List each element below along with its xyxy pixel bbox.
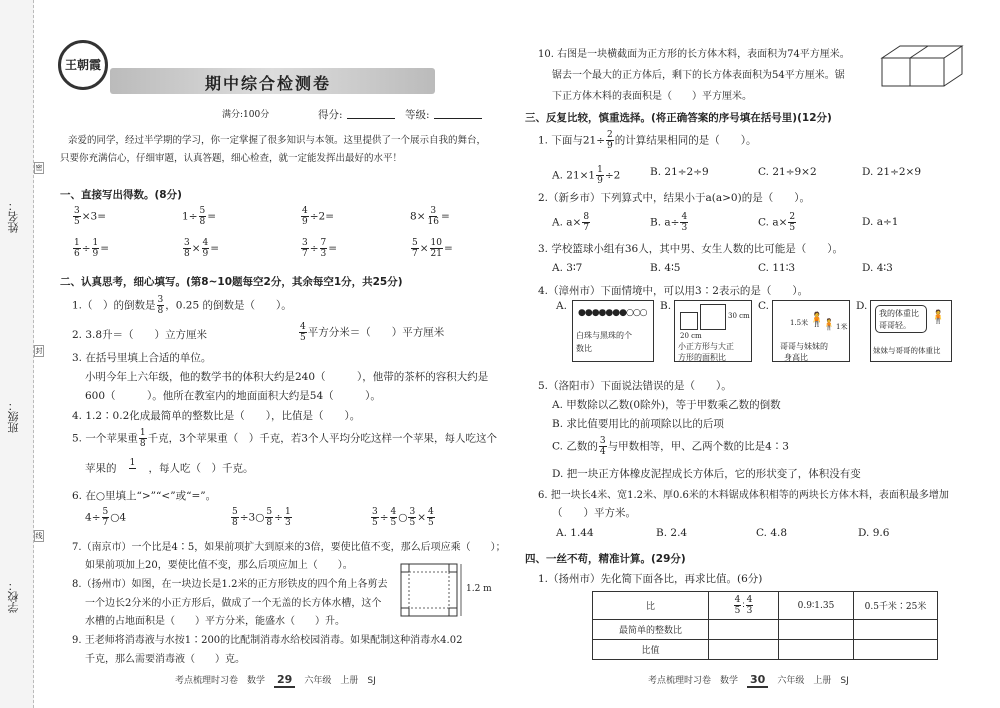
section-title: 三、反复比较，慎重选择。(将正确答案的序号填在括号里)(12分) xyxy=(525,112,832,124)
boy-icon: 🧍 xyxy=(808,312,826,328)
dimension-label: 20 cm xyxy=(680,332,702,340)
table-header: $\frac{4}{5}$ ∶ $\frac{4}{3}$ xyxy=(709,592,779,620)
option[interactable]: C. 乙数的 $\frac{3}{4}$ 与甲数相等，甲、乙两个数的比是4∶3 xyxy=(552,436,789,457)
option-caption: 方形的面积比 xyxy=(678,353,726,362)
table-header: 比 xyxy=(593,592,709,620)
question: 9. 王老师将消毒液与水按1∶200的比配制消毒水给校园消毒。如果配制这种消毒水4.02 xyxy=(72,635,463,646)
row-label: 比值 xyxy=(593,640,709,660)
page-number: 29 xyxy=(274,673,295,688)
question: 8.（扬州市）如图，在一块边长是1.2米的正方形铁皮的四个角上各剪去 xyxy=(72,579,388,590)
question: 2.（新乡市）下列算式中，结果小于a(a>0)的是（ ）。 xyxy=(538,192,810,204)
option[interactable]: C. 4.8 xyxy=(756,527,788,539)
answer-cell[interactable] xyxy=(709,640,779,660)
question: 4. 1.2∶0.2化成最简单的整数比是（ ），比值是（ ）。 xyxy=(72,410,361,422)
calc-item: $\frac{1}{6}$ ÷ $\frac{1}{9}$ = xyxy=(74,238,110,259)
section-title: 一、直接写出得数。(8分) xyxy=(60,189,182,201)
school-label: 学校： xyxy=(7,580,20,613)
option[interactable]: B. xyxy=(660,300,672,312)
option[interactable]: B. 求比值要用比的前项除以比的后项 xyxy=(552,418,724,430)
figure-label: 1.2 m xyxy=(466,584,492,594)
option[interactable]: B. 4∶5 xyxy=(650,262,681,274)
question: 6. 在○里填上“>”“<”或“=”。 xyxy=(72,490,217,502)
calc-item: 8× $\frac{3}{16}$ = xyxy=(410,206,450,227)
option[interactable]: A. 21×1 $\frac{1}{9}$ ÷2 xyxy=(552,165,621,186)
section-title: 二、认真思考，细心填写。(第8~10题每空2分，其余每空1分，共25分) xyxy=(60,276,403,288)
girl-icon: 🧍 xyxy=(822,318,836,331)
question: 锯去一个最大的正方体后，剩下的长方体表面积为54平方厘米。锯 xyxy=(552,70,845,81)
question: 如果前项加上20，要使比值不变，那么后项应加上（ ）。 xyxy=(85,560,353,571)
question: 2. 3.8升＝（ ）立方厘米 xyxy=(72,329,208,341)
big-square-icon xyxy=(700,304,726,330)
option[interactable]: C. xyxy=(758,300,769,312)
calc-item: $\frac{3}{7}$ ÷ $\frac{7}{3}$ = xyxy=(302,238,338,259)
calc-item: $\frac{4}{9}$ ÷2= xyxy=(302,206,335,227)
compare-item: $\frac{5}{8}$ ÷3○ $\frac{5}{8}$ ÷ $\frac{1}{3}$ xyxy=(232,507,291,528)
question: 千克，那么需要消毒液（ ）克。 xyxy=(85,654,245,665)
cuboid-figure xyxy=(878,40,968,96)
option[interactable]: B. 21÷2÷9 xyxy=(650,166,709,178)
option-caption: 身高比 xyxy=(784,353,808,362)
row-label: 最简单的整数比 xyxy=(593,620,709,640)
answer-cell[interactable] xyxy=(779,620,854,640)
question: 5. 一个苹果重 $\frac{1}{8}$ 千克，3个苹果重（ ）千克，若3个人平均分吃这样一个苹果，每人吃这个 xyxy=(72,428,497,449)
option[interactable]: A. 甲数除以乙数(0除外)，等于甲数乘乙数的倒数 xyxy=(552,399,781,411)
grade-label: 等级: xyxy=(405,109,430,121)
option[interactable]: B. a÷ $\frac{4}{3}$ xyxy=(650,212,688,233)
grade-blank[interactable] xyxy=(434,118,482,119)
bubble-text: 哥哥轻。 xyxy=(879,321,911,330)
question: 下正方体木料的表面积是（ ）平方厘米。 xyxy=(552,91,752,102)
option-caption: 数比 xyxy=(576,344,592,353)
calc-item: $\frac{5}{7}$ × $\frac{10}{21}$ = xyxy=(412,238,453,259)
score-label: 得分: xyxy=(318,109,343,121)
question: 3. 在括号里填上合适的单位。 xyxy=(72,352,212,364)
option[interactable]: B. 2.4 xyxy=(656,527,688,539)
intro-line: 只要你充满信心，仔细审题，认真答题，细心检查，就一定能发挥出最好的水平！ xyxy=(60,153,403,164)
beads-icon: ●●●●●●●○○○ xyxy=(578,308,647,318)
name-label: 姓名： xyxy=(7,200,20,233)
option[interactable]: D. a÷1 xyxy=(862,216,899,228)
answer-cell[interactable] xyxy=(854,640,938,660)
intro-line: 亲爱的同学，经过半学期的学习，你一定掌握了很多知识与本领。这里提供了一个展示自我的舞台， xyxy=(68,135,487,146)
option-caption: 白珠与黑珠的个 xyxy=(576,331,632,340)
option-caption: 小正方形与大正 xyxy=(678,342,734,351)
dimension-label: 30 cm xyxy=(728,312,750,320)
option[interactable]: D. 把一块正方体橡皮泥捏成长方体后，它的形状变了，体积没有变 xyxy=(552,468,861,480)
dimension-label: 1.5米 xyxy=(790,319,809,327)
option[interactable]: C. a× $\frac{2}{5}$ xyxy=(758,212,796,233)
binding-mark: 线 xyxy=(35,532,43,540)
question: 一个边长2分米的小正方形后，做成了一个无盖的长方体水槽，这个 xyxy=(85,598,382,609)
question: 1.（扬州市）先化简下面各比，再求比值。(6分) xyxy=(538,573,763,585)
page-number: 30 xyxy=(747,673,768,688)
compare-item: 4÷ $\frac{5}{7}$ ○4 xyxy=(85,507,127,528)
question: 3. 学校篮球小组有36人，其中男、女生人数的比可能是（ ）。 xyxy=(538,243,843,255)
question: 1. 下面与21÷ $\frac{2}{9}$ 的计算结果相同的是（ ）。 xyxy=(538,130,757,151)
question: 5.（洛阳市）下面说法错误的是（ ）。 xyxy=(538,380,732,392)
option[interactable]: A. xyxy=(556,300,567,312)
publisher-logo xyxy=(58,40,108,90)
question: 1.（ ）的倒数是 $\frac{3}{8}$ ，0.25 的倒数是（ ）。 xyxy=(72,295,292,316)
question: 水槽的占地面积是（ ）平方分米，能盛水（ ）升。 xyxy=(85,616,345,627)
option[interactable]: D. 9.6 xyxy=(858,527,890,539)
option[interactable]: A. 3∶7 xyxy=(552,262,583,274)
bubble-text: 我的体重比 xyxy=(879,309,919,318)
answer-cell[interactable] xyxy=(709,620,779,640)
option[interactable]: A. a× $\frac{8}{7}$ xyxy=(552,212,590,233)
question: 苹果的 1 ，每人吃（ ）千克。 xyxy=(85,458,254,475)
calc-item: $\frac{3}{5}$ ×3= xyxy=(74,206,107,227)
table-row xyxy=(593,620,938,640)
question: 小明今年上六年级，他的数学书的体积大约是240（ ），他带的茶杯的容积大约是 xyxy=(85,371,489,383)
question: （ ）平方米。 xyxy=(552,507,636,519)
table-header: 0.5千米∶25米 xyxy=(854,592,938,620)
option[interactable]: C. 21÷9×2 xyxy=(758,166,817,178)
small-square-icon xyxy=(680,312,698,330)
score-blank[interactable] xyxy=(347,118,395,119)
option-caption: 哥哥与妹妹的 xyxy=(780,342,828,351)
logo-text: 王朝霞 xyxy=(64,58,101,72)
footer-left: 考点梳理时习卷 数学 29 六年级 上册 SJ xyxy=(175,673,376,686)
question: 10. 右图是一块横截面为正方形的长方体木料，表面积为74平方厘米。 xyxy=(538,49,850,60)
question: $\frac{4}{5}$ 平方分米＝（ ）平方厘米 xyxy=(300,322,445,343)
question: 4.（漳州市）下面情境中，可以用3∶2表示的是（ ）。 xyxy=(538,285,809,297)
girl-icon: 🧍 xyxy=(930,310,947,325)
option[interactable]: C. 11∶3 xyxy=(758,262,796,274)
page-title: 期中综合检测卷 xyxy=(205,74,332,93)
table-header: 0.9∶1.35 xyxy=(779,592,854,620)
table-row xyxy=(593,640,938,660)
binding-mark: 密 xyxy=(35,164,43,172)
option[interactable]: D. xyxy=(856,300,868,312)
ratio-table xyxy=(592,591,938,660)
calc-item: 1÷ $\frac{5}{8}$ = xyxy=(182,206,217,227)
class-label: 班级： xyxy=(7,400,20,433)
question: 600（ ）。他所在教室内的地面面积大约是54（ ）。 xyxy=(85,390,381,402)
answer-cell[interactable] xyxy=(779,640,854,660)
option[interactable]: D. 4∶3 xyxy=(862,262,893,274)
compare-item: $\frac{3}{5}$ ÷ $\frac{4}{5}$ ○ $\frac{3}{5}$ × $\frac{4}{5}$ xyxy=(372,507,434,528)
full-score: 满分:100分 xyxy=(222,110,270,120)
dimension-label: 1米 xyxy=(836,323,848,331)
answer-cell[interactable] xyxy=(854,620,938,640)
binding-mark: 封 xyxy=(35,347,43,355)
option[interactable]: A. 1.44 xyxy=(556,527,594,539)
option[interactable]: D. 21÷2×9 xyxy=(862,166,922,178)
option-caption: 妹妹与哥哥的体重比 xyxy=(873,346,941,355)
calc-item: $\frac{3}{8}$ × $\frac{4}{9}$ = xyxy=(184,238,220,259)
footer-right: 考点梳理时习卷 数学 30 六年级 上册 SJ xyxy=(648,673,849,686)
section-title: 四、一丝不苟，精准计算。(29分) xyxy=(525,553,686,565)
question: 6. 把一块长4米、宽1.2米、厚0.6米的木料锯成体积相等的两块长方体木料，表面积最多增加 xyxy=(538,490,949,501)
question: 7.（南京市）一个比是4∶5，如果前项扩大到原来的3倍，要使比值不变，那么后项应乘（ ）； xyxy=(72,542,506,553)
